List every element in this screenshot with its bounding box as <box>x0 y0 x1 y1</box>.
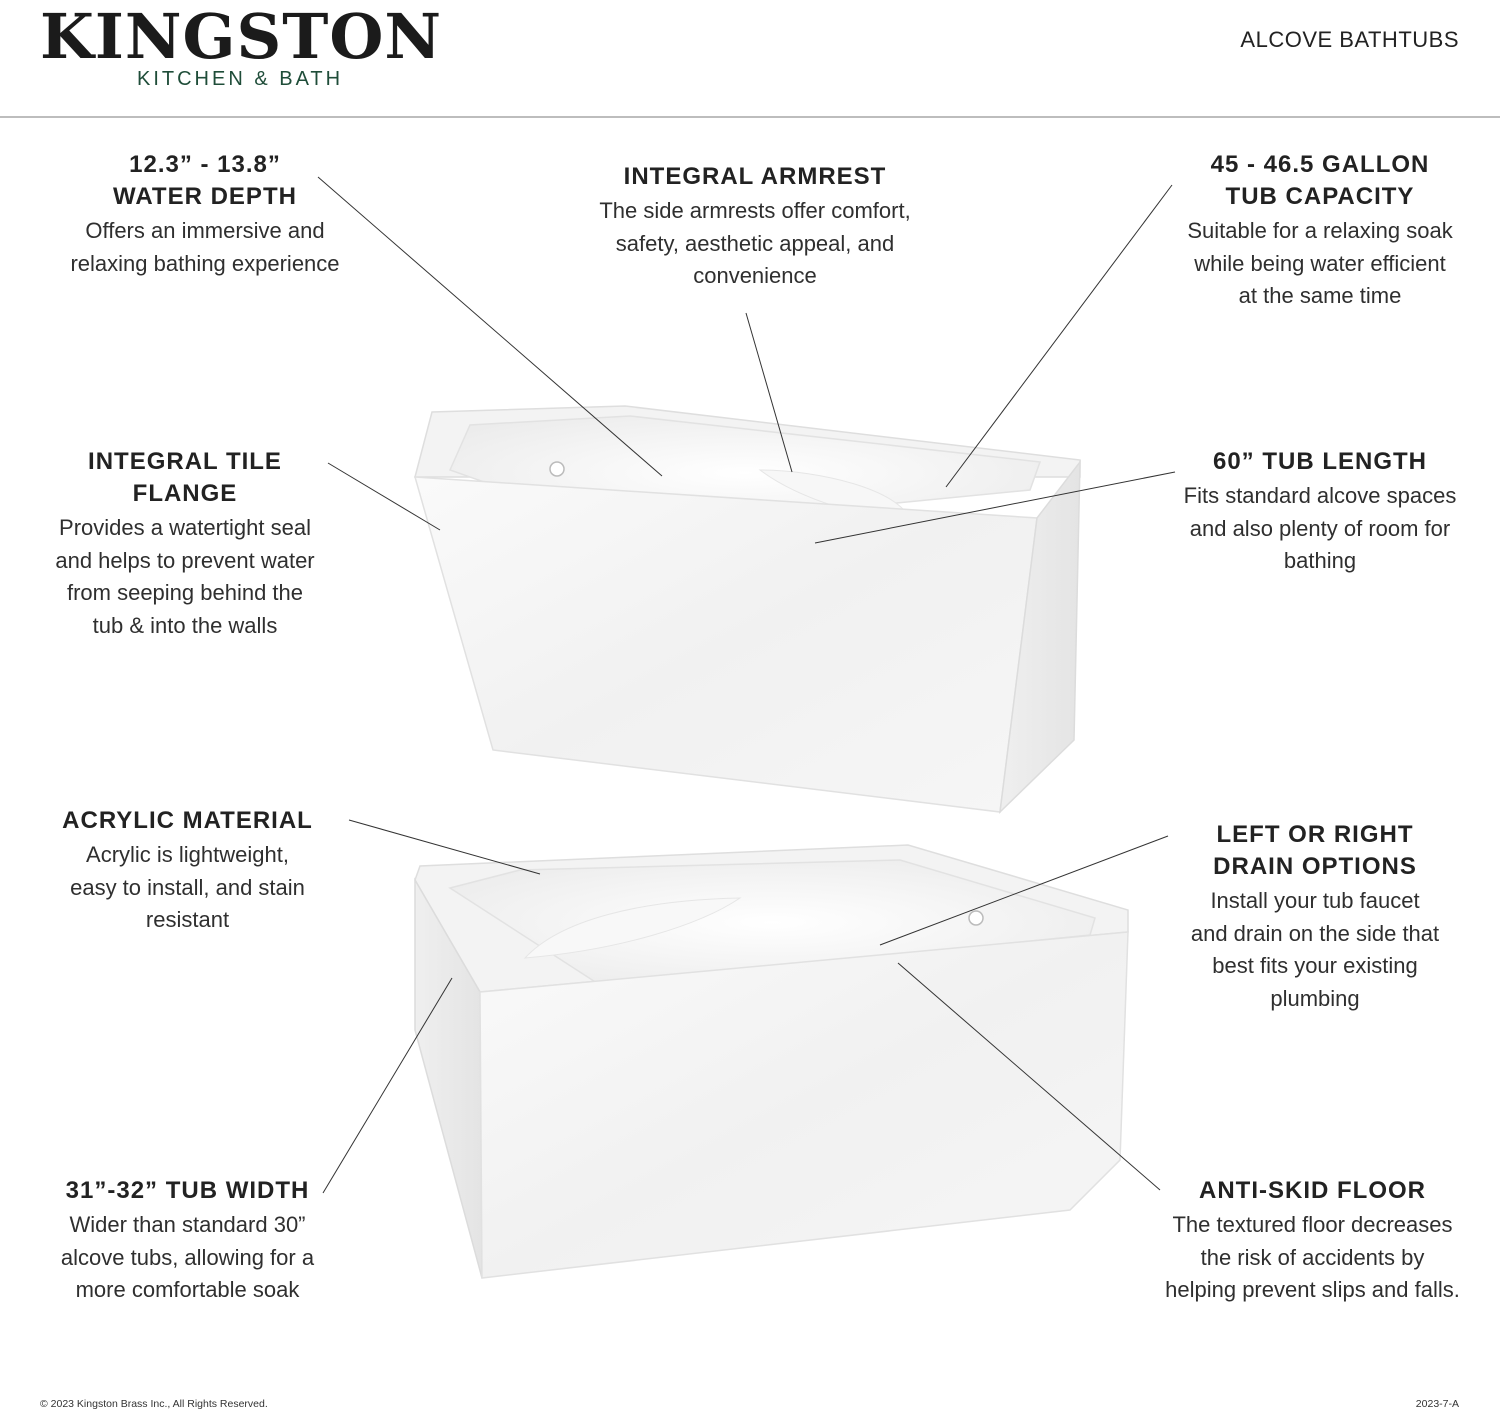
feature-drain-options <box>1140 819 1490 1015</box>
feature-title: ANTI-SKID FLOOR <box>1199 1177 1426 1204</box>
tub-top <box>415 406 1080 812</box>
feature-description: The side armrests offer comfort, safety, aesthetic appeal, and convenience <box>599 198 911 288</box>
feature-tub-width <box>20 1175 355 1307</box>
feature-tub-length <box>1140 446 1500 578</box>
copyright-notice: © 2023 Kingston Brass Inc., All Rights Reserved. <box>40 1398 268 1410</box>
feature-description: Install your tub faucet and drain on the side that best fits your existing plumbing <box>1190 888 1440 1011</box>
feature-title: INTEGRAL ARMREST <box>623 163 887 190</box>
feature-tile-flange <box>20 446 350 642</box>
feature-description: Fits standard alcove spaces and also plenty of room for bathing <box>1183 483 1457 573</box>
feature-description: Acrylic is lightweight, easy to install, and stain resistant <box>70 842 305 932</box>
feature-acrylic <box>20 805 355 937</box>
feature-description: Provides a watertight seal and helps to prevent water from seeping behind the tub & into the walls <box>55 515 315 638</box>
feature-description: Suitable for a relaxing soak while being water efficient at the same time <box>1187 218 1453 308</box>
category-title: ALCOVE BATHTUBS <box>1240 27 1459 52</box>
feature-description: Offers an immersive and relaxing bathing experience <box>70 218 340 276</box>
brand-logo: KINGSTON <box>40 0 443 73</box>
feature-description: Wider than standard 30” alcove tubs, allowing for a more comfortable soak <box>60 1212 315 1302</box>
feature-title: 12.3” - 13.8” WATER DEPTH <box>113 151 297 210</box>
feature-title: 60” TUB LENGTH <box>1212 448 1427 475</box>
feature-title: LEFT OR RIGHT DRAIN OPTIONS <box>1213 821 1417 880</box>
feature-title: ACRYLIC MATERIAL <box>62 807 313 834</box>
tub-bottom <box>415 845 1128 1278</box>
feature-water-depth <box>20 149 390 280</box>
feature-capacity <box>1140 149 1500 313</box>
feature-armrest <box>545 161 965 293</box>
document-code: 2023-7-A <box>1415 1398 1459 1410</box>
brand-tagline: KITCHEN & BATH <box>137 68 344 90</box>
feature-anti-skid <box>1140 1175 1485 1307</box>
feature-description: The textured floor decreases the risk of accidents by helping prevent slips and falls. <box>1165 1212 1460 1302</box>
feature-title: 45 - 46.5 GALLON TUB CAPACITY <box>1210 151 1430 210</box>
feature-title: 31”-32” TUB WIDTH <box>65 1177 310 1204</box>
feature-title: INTEGRAL TILE FLANGE <box>88 448 282 507</box>
